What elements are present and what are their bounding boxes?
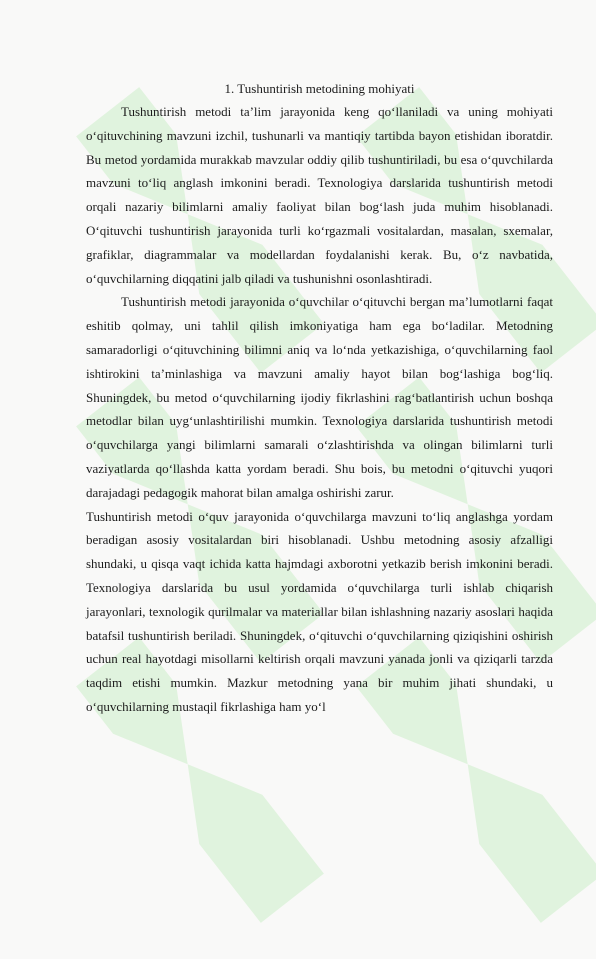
document-body (86, 78, 553, 719)
paragraph-1: Tushuntirish metodi ta’lim jarayonida keng qo‘llaniladi va uning mohiyati o‘qituvchining mavzuni izchil, tushunarli va mantiqiy tartibda bayon etishidan iboratdir. Bu metod yordamida murakkab mavzular oddiy qilib tushuntiriladi, bu esa o‘quvchilarda mavzuni to‘liq anglash imkonini beradi. Texnologiya darslarida tushuntirish metodi orqali nazariy bilimlarni amaliy faoliyat bilan bog‘lash juda muhim hisoblanadi. O‘qituvchi tushuntirish jarayonida turli ko‘rgazmali vositalardan, masalan, sxemalar, grafiklar, diagrammalar va modellardan foydalanishi kerak. Bu, o‘z navbatida, o‘quvchilarning diqqatini jalb qiladi va tushunishni osonlashtiradi. (86, 104, 553, 286)
section-title: 1. Tushuntirish metodining mohiyati (224, 81, 415, 96)
paragraph-2: Tushuntirish metodi jarayonida o‘quvchilar o‘qituvchi bergan ma’lumotlarni faqat eshitib qolmay, uni tahlil qilish imkoniyatiga ham ega bo‘ladilar. Metodning samaradorligi o‘qituvchining bilimni aniq va lo‘nda yetkazishiga, o‘quvchilarning faol ishtirokini ta’minlashiga va mavzuni amaliy hayot bilan bog‘lashiga bog‘liq. Shuningdek, bu metod o‘quvchilarning ijodiy fikrlashini rag‘batlantirish uchun boshqa metodlar bilan uyg‘unlashtirilishi mumkin. Texnologiya darslarida tushuntirish metodi o‘quvchilarga yangi bilimlarni samarali o‘zlashtirishda va olingan bilimlarni turli vaziyatlarda qo‘llashda katta yordam beradi. Shu bois, bu metodni o‘qituvchi yuqori darajadagi pedagogik mahorat bilan amalga oshirishi zarur. (86, 294, 553, 500)
paragraph-3: Tushuntirish metodi o‘quv jarayonida o‘quvchilarga mavzuni to‘liq anglashga yordam beradigan asosiy vositalardan biri hisoblanadi. Ushbu metodning asosiy afzalligi shundaki, u qisqa vaqt ichida katta hajmdagi axborotni yetkazib berish imkonini beradi. Texnologiya darslarida bu usul yordamida o‘quvchilarga turli ishlab chiqarish jarayonlari, texnologik qurilmalar va materiallar bilan ishlashning nazariy asoslari haqida batafsil tushuntirish beriladi. Shuningdek, o‘qituvchi o‘quvchilarning qiziqishini oshirish uchun real hayotdagi misollarni keltirish orqali mavzuni yanada jonli va qiziqarli tarzda taqdim etishi mumkin. Mazkur metodning yana bir muhim jihati shundaki, u o‘quvchilarning mustaqil fikrlashiga ham yo‘l (86, 508, 553, 714)
